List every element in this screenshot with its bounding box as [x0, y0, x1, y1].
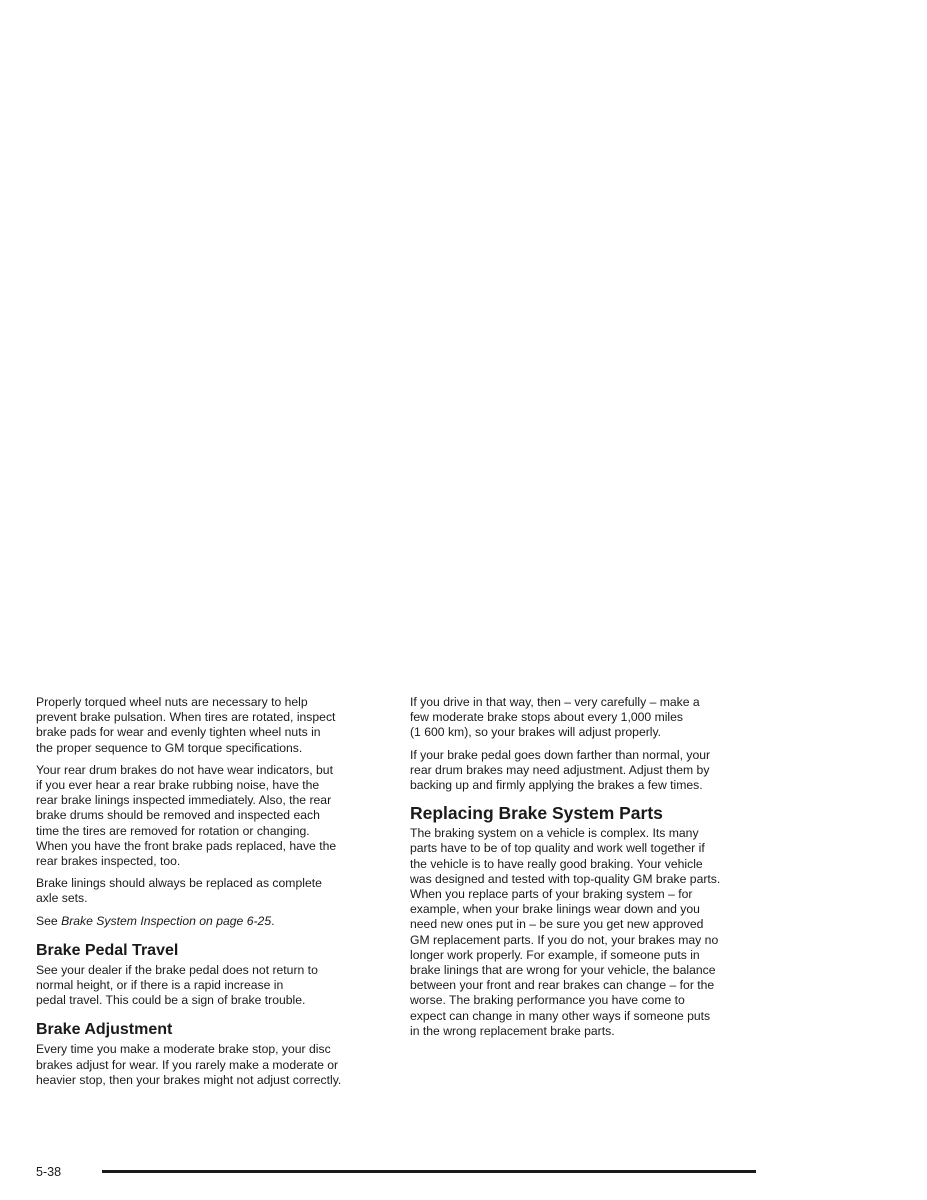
paragraph-see-reference: See Brake System Inspection on page 6-25.: [36, 913, 275, 928]
heading-brake-adjustment: Brake Adjustment: [36, 1021, 173, 1039]
paragraph-replacing: The braking system on a vehicle is complex. Its many parts have to be of top quality and work well together if the vehicle is to have really good braking. Your vehicle was designed and tested with top-quality GM brake parts. When you replace parts of your braking system – for example, when your brake linings wear down and you need new ones put in – be sure you get new approved GM replacement parts. If you do not, your brakes may no longer work properly. For example, if someone puts in brake linings that are wrong for your vehicle, the balance between your front and rear brakes can change – for the worse. The braking performance you have come to expect can change in many other ways if someone puts in the wrong replacement brake parts.: [410, 826, 721, 1038]
cross-reference-link[interactable]: Brake System Inspection on page 6-25: [61, 913, 272, 928]
page-footer: [36, 1164, 756, 1184]
left-column: [36, 695, 381, 1095]
heading-brake-pedal-travel: Brake Pedal Travel: [36, 941, 179, 959]
paragraph-linings: Brake linings should always be replaced as complete axle sets.: [36, 876, 322, 906]
paragraph-wheel-nuts: Properly torqued wheel nuts are necessary to help prevent brake pulsation. When tires are rotated, inspect brake pads for wear and evenly tighten wheel nuts in the proper sequence to GM torque specifications.: [36, 695, 336, 755]
paragraph-pedal-travel: See your dealer if the brake pedal does not return to normal height, or if there is a rapid increase in pedal travel. This could be a sign of brake trouble.: [36, 962, 318, 1008]
heading-replacing-brake-parts: Replacing Brake System Parts: [410, 803, 663, 824]
page-number: 5-38: [36, 1165, 62, 1179]
right-column: [410, 695, 755, 1046]
paragraph-pedal-down: If your brake pedal goes down farther than normal, your rear drum brakes may need adjustment. Adjust them by backing up and firmly applying the brakes a few times.: [410, 747, 711, 793]
footer-rule: [102, 1170, 756, 1173]
paragraph-drive-way: If you drive in that way, then – very carefully – make a few moderate brake stops about every 1,000 miles (1 600 km), so your brakes will adjust properly.: [410, 695, 700, 740]
paragraph-rear-drum: Your rear drum brakes do not have wear indicators, but if you ever hear a rear brake rubbing noise, have the rear brake linings inspected immediately. Also, the rear brake drums should be removed and inspected each time the tires are removed for rotation or changing. When you have the front brake pads replaced, have the rear brakes inspected, too.: [36, 762, 337, 869]
paragraph-adjustment: Every time you make a moderate brake stop, your disc brakes adjust for wear. If you rarely make a moderate or heavier stop, then your brakes might not adjust correctly.: [36, 1042, 342, 1087]
